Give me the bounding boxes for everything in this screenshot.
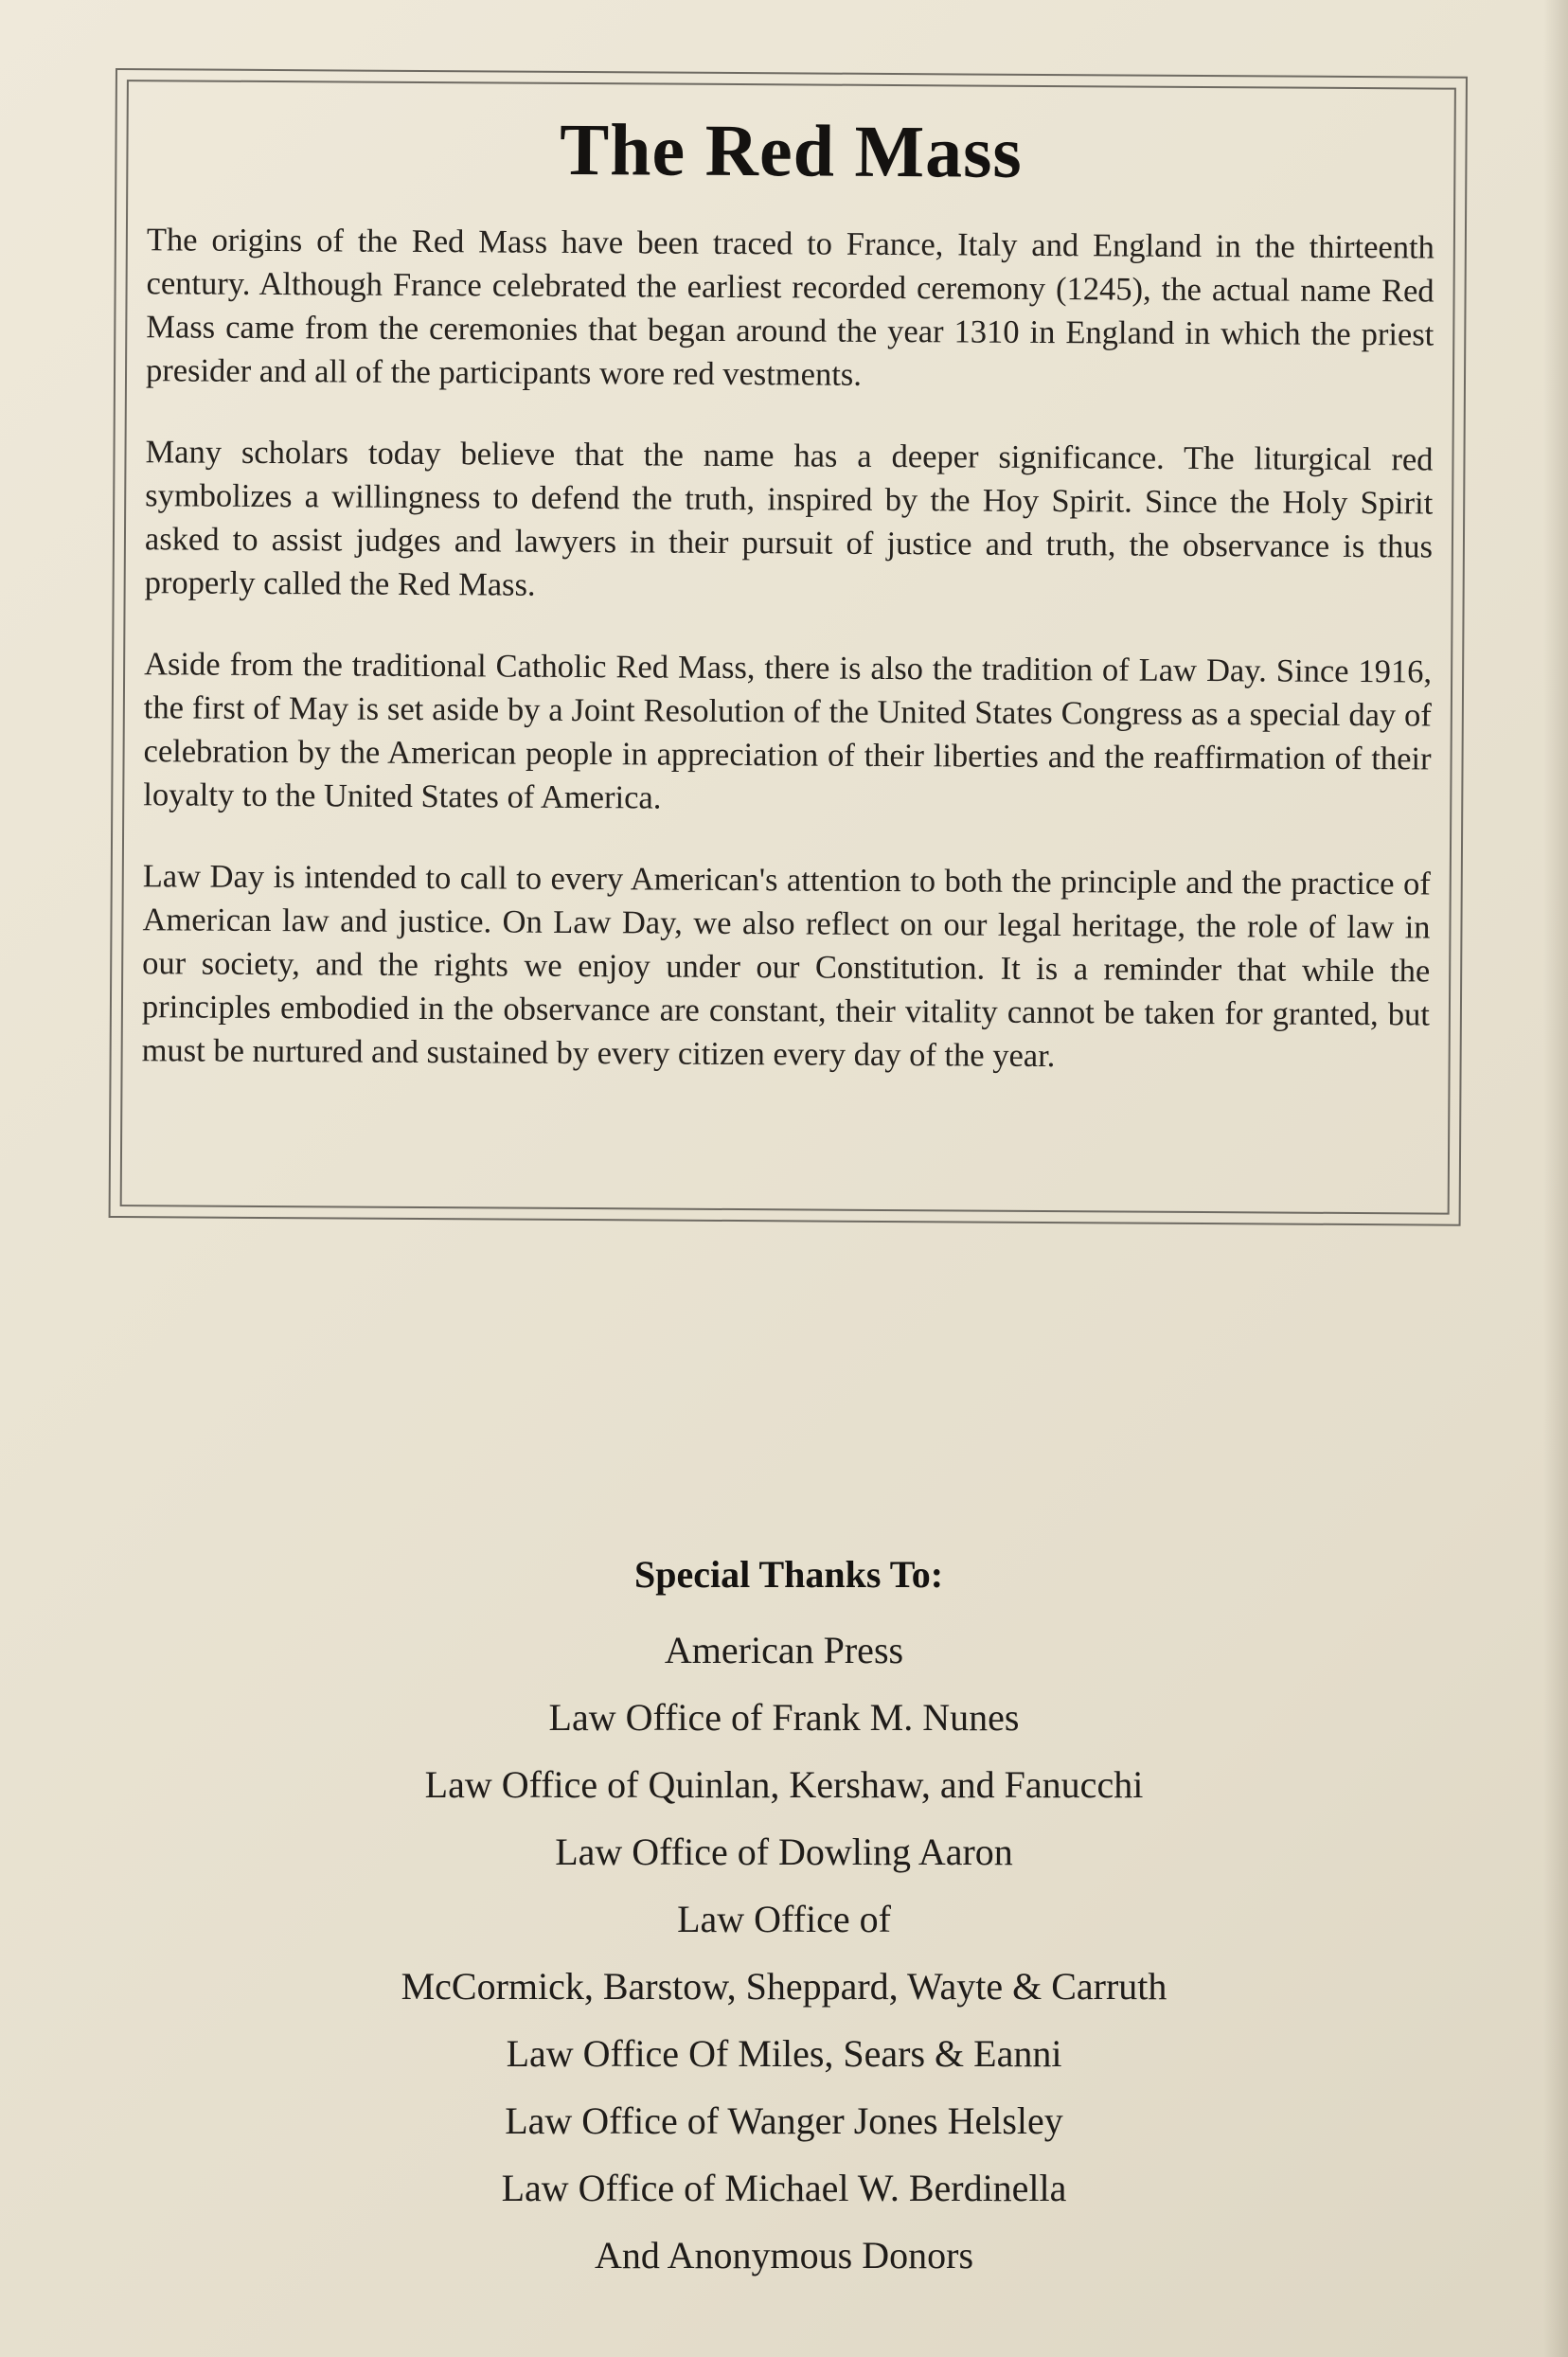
paragraph-origins: The origins of the Red Mass have been traced to France, Italy and England in the thirteenth century. Although France celebrated the earliest recorded ceremony (1245), the actual name Red Mass came from the ceremonies that began around the year 1310 in England in which the priest presider and all of the participants wore red vestments. [145, 222, 1434, 393]
thanks-item: Law Office of Wanger Jones Helsley [505, 2099, 1063, 2142]
paragraph-significance: Many scholars today believe that the name has a deeper significance. The liturgical red symbolizes a willingness to defend the truth, inspired by the Hoy Spirit. Since the Holy Spirit asked to assist judges and lawyers in their pursuit of justice and truth, the observance is thus properly called the Red Mass. [144, 434, 1434, 603]
thanks-item: And Anonymous Donors [594, 2234, 974, 2277]
thanks-item: Law Office of Dowling Aaron [555, 1830, 1013, 1873]
paragraph-law-day-purpose: Law Day is intended to call to every American's attention to both the principle and the practice of American law and justice. On Law Day, we also reflect on our legal heritage, the role of law in our society, and the rights we enjoy under our Constitution. It is a reminder that while the principles embodied in the observance are constant, their vitality cannot be taken for granted, but must be nurtured and sustained by every citizen every day of the year. [141, 858, 1431, 1075]
thanks-item: Law Office Of Miles, Sears & Eanni [506, 2032, 1062, 2075]
paragraph-law-day-tradition: Aside from the traditional Catholic Red Mass, there is also the tradition of Law Day. Since 1916, the first of May is set aside by a Joint Resolution of the United States Congress as a special day of celebration by the American people in appreciation of their liberties and the reaffirmation of their loyalty to the United States of America. [143, 646, 1433, 816]
red-mass-frame-inner [120, 80, 1456, 1215]
thanks-item: American Press [664, 1629, 904, 1671]
special-thanks-heading: Special Thanks To: [633, 1553, 944, 1596]
special-thanks-section [0, 1548, 1568, 2289]
thanks-item: Law Office of Frank M. Nunes [548, 1696, 1020, 1739]
thanks-item: McCormick, Barstow, Sheppard, Wayte & Carruth [401, 1965, 1167, 2008]
thanks-item: Law Office of Michael W. Berdinella [501, 2167, 1067, 2209]
thanks-item: Law Office of [677, 1898, 891, 1940]
red-mass-frame [109, 68, 1468, 1226]
thanks-item: Law Office of Quinlan, Kershaw, and Fanucchi [424, 1763, 1144, 1806]
page-title: The Red Mass [559, 107, 1024, 193]
